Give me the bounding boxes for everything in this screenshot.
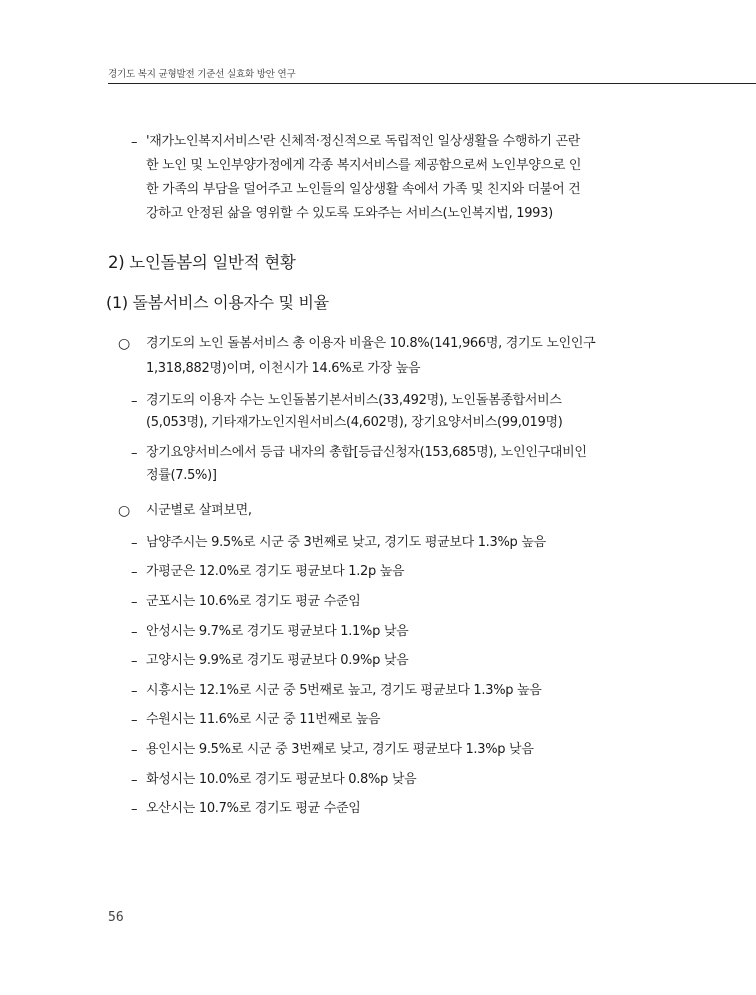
dash-bullet: – [131, 394, 138, 409]
definition-line: 한 노인 및 노인부양가정에게 각종 복지서비스를 제공함으로써 노인부양으로 인 [146, 158, 582, 173]
dash-bullet: – [131, 135, 138, 150]
summary-line: 경기도의 노인 돌봄서비스 총 이용자 비율은 10.8%(141,966명, 경기도 노인인구 [146, 336, 596, 351]
dash-bullet: – [131, 743, 138, 758]
dash-bullet: – [131, 595, 138, 610]
summary-subitem-line: 장기요양서비스에서 등급 내자의 총합[등급신청자(153,685명), 노인인구대비인 [146, 445, 587, 460]
definition-line: '재가노인복지서비스'란 신체적·정신적으로 독립적인 일상생활을 수행하기 곤란 [146, 134, 581, 149]
subsection-heading: (1) 돌봄서비스 이용자수 및 비율 [106, 293, 329, 312]
dash-bullet: – [131, 625, 138, 640]
dash-bullet: – [131, 536, 138, 551]
dash-bullet: – [131, 654, 138, 669]
city-item: 용인시는 9.5%로 시군 중 3번째로 낮고, 경기도 평균보다 1.3%p 낮음 [146, 742, 534, 757]
dash-bullet: – [131, 565, 138, 580]
dash-bullet: – [131, 802, 138, 817]
summary-subitem-line: 정률(7.5%)] [146, 468, 217, 483]
city-item: 수원시는 11.6%로 시군 중 11번째로 높음 [146, 712, 381, 727]
city-item: 오산시는 10.7%로 경기도 평균 수준임 [146, 801, 361, 816]
by-city-intro: 시군별로 살펴보면, [146, 503, 252, 518]
dash-bullet: – [131, 713, 138, 728]
summary-subitem-line: (5,053명), 기타재가노인지원서비스(4,602명), 장기요양서비스(99,019명) [146, 415, 563, 430]
city-item: 군포시는 10.6%로 경기도 평균 수준임 [146, 594, 361, 609]
summary-line: 1,318,882명)이며, 이천시가 14.6%로 가장 높음 [146, 361, 421, 376]
summary-subitem-line: 경기도의 이용자 수는 노인돌봄기본서비스(33,492명), 노인돌봄종합서비스 [146, 393, 562, 408]
city-item: 남양주시는 9.5%로 시군 중 3번째로 낮고, 경기도 평균보다 1.3%p 높음 [146, 535, 546, 550]
circle-bullet: ○ [118, 503, 131, 519]
page-number: 56 [108, 910, 124, 925]
header-rule [108, 83, 756, 84]
city-item: 안성시는 9.7%로 경기도 평균보다 1.1%p 낮음 [146, 624, 409, 639]
running-header: 경기도 복지 균형발전 기준선 실효화 방안 연구 [108, 69, 296, 80]
city-item: 화성시는 10.0%로 경기도 평균보다 0.8%p 낮음 [146, 772, 417, 787]
dash-bullet: – [131, 684, 138, 699]
section-heading: 2) 노인돌봄의 일반적 현황 [108, 253, 296, 272]
dash-bullet: – [131, 773, 138, 788]
definition-line: 한 가족의 부담을 덜어주고 노인들의 일상생활 속에서 가족 및 친지와 더불어 건 [146, 182, 581, 197]
dash-bullet: – [131, 446, 138, 461]
city-item: 가평군은 12.0%로 경기도 평균보다 1.2p 높음 [146, 564, 405, 579]
circle-bullet: ○ [118, 336, 131, 352]
definition-line: 강하고 안정된 삶을 영위할 수 있도록 도와주는 서비스(노인복지법, 1993) [146, 206, 553, 221]
city-item: 고양시는 9.9%로 경기도 평균보다 0.9%p 낮음 [146, 653, 409, 668]
city-item: 시흥시는 12.1%로 시군 중 5번째로 높고, 경기도 평균보다 1.3%p 높음 [146, 683, 542, 698]
